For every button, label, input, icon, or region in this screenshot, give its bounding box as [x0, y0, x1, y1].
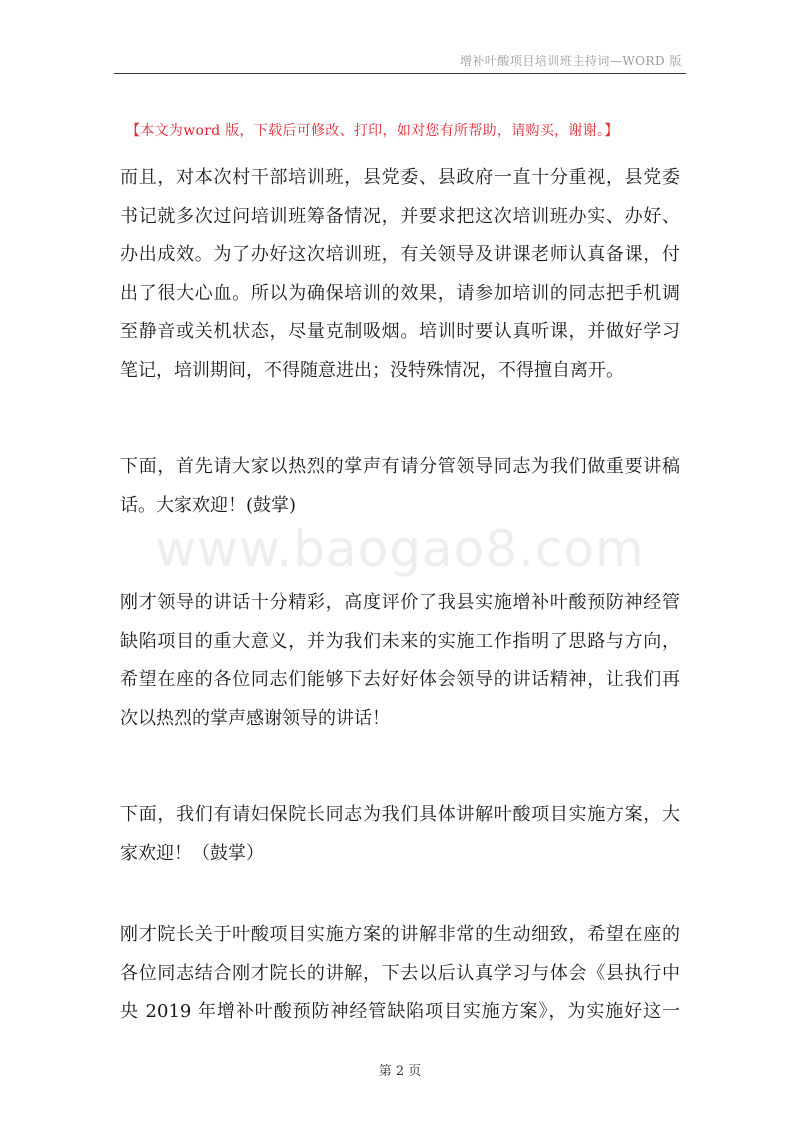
page-number: 第 2 页	[378, 1064, 422, 1079]
paragraph-line: 家欢迎！（鼓掌）	[120, 842, 264, 864]
paragraph-line: 缺陷项目的重大意义，并为我们未来的实施工作指明了思路与方向，	[120, 630, 680, 652]
paragraph-line: 办出成效。为了办好这次培训班，有关领导及讲课老师认真备课，付	[120, 244, 680, 265]
paragraph-3	[120, 584, 680, 738]
paragraph-line: 央 2019 年增补叶酸预防神经管缺陷项目实施方案》，为实施好这一	[120, 1001, 680, 1022]
paragraph-line: 刚才院长关于叶酸项目实施方案的讲解非常的生动细致，希望在座的	[120, 924, 680, 945]
paragraph-line: 出了很大心血。所以为确保培训的效果，请参加培训的同志把手机调	[120, 282, 680, 304]
paragraph-line: 次以热烈的掌声感谢领导的讲话！	[120, 707, 390, 729]
header-title: 增补叶酸项目培训班主持词—WORD 版	[459, 54, 682, 68]
paragraph-line: 笔记，培训期间，不得随意进出；没特殊情况，不得擅自离开。	[120, 359, 624, 381]
paragraph-5	[120, 916, 680, 1032]
paragraph-line: 下面，首先请大家以热烈的掌声有请分管领导同志为我们做重要讲稿	[120, 456, 680, 477]
paragraph-line: 刚才领导的讲话十分精彩，高度评价了我县实施增补叶酸预防神经管	[120, 592, 680, 613]
paragraph-line: 话。大家欢迎！(鼓掌)	[120, 494, 297, 516]
paragraph-line: 至静音或关机状态，尽量克制吸烟。培训时要认真听课，并做好学习	[120, 321, 680, 342]
paragraph-line: 下面，我们有请妇保院长同志为我们具体讲解叶酸项目实施方案，大	[120, 804, 680, 825]
paragraph-4	[120, 796, 680, 873]
purchase-notice: 【本文为word 版，下载后可修改、打印，如对您有所帮助，请购买，谢谢。】	[126, 123, 619, 139]
paragraph-2	[120, 448, 680, 525]
watermark: www.baogao8.com	[155, 520, 645, 578]
paragraph-line: 希望在座的各位同志们能够下去好好体会领导的讲话精神，让我们再	[120, 669, 680, 690]
paragraph-line: 各位同志结合刚才院长的讲解，下去以后认真学习与体会《县执行中	[120, 962, 680, 984]
paragraph-line: 而且，对本次村干部培训班，县党委、县政府一直十分重视，县党委	[120, 167, 680, 188]
paragraph-1	[120, 159, 680, 390]
paragraph-line: 书记就多次过问培训班筹备情况，并要求把这次培训班办实、办好、	[120, 205, 680, 227]
header-divider	[114, 73, 686, 74]
